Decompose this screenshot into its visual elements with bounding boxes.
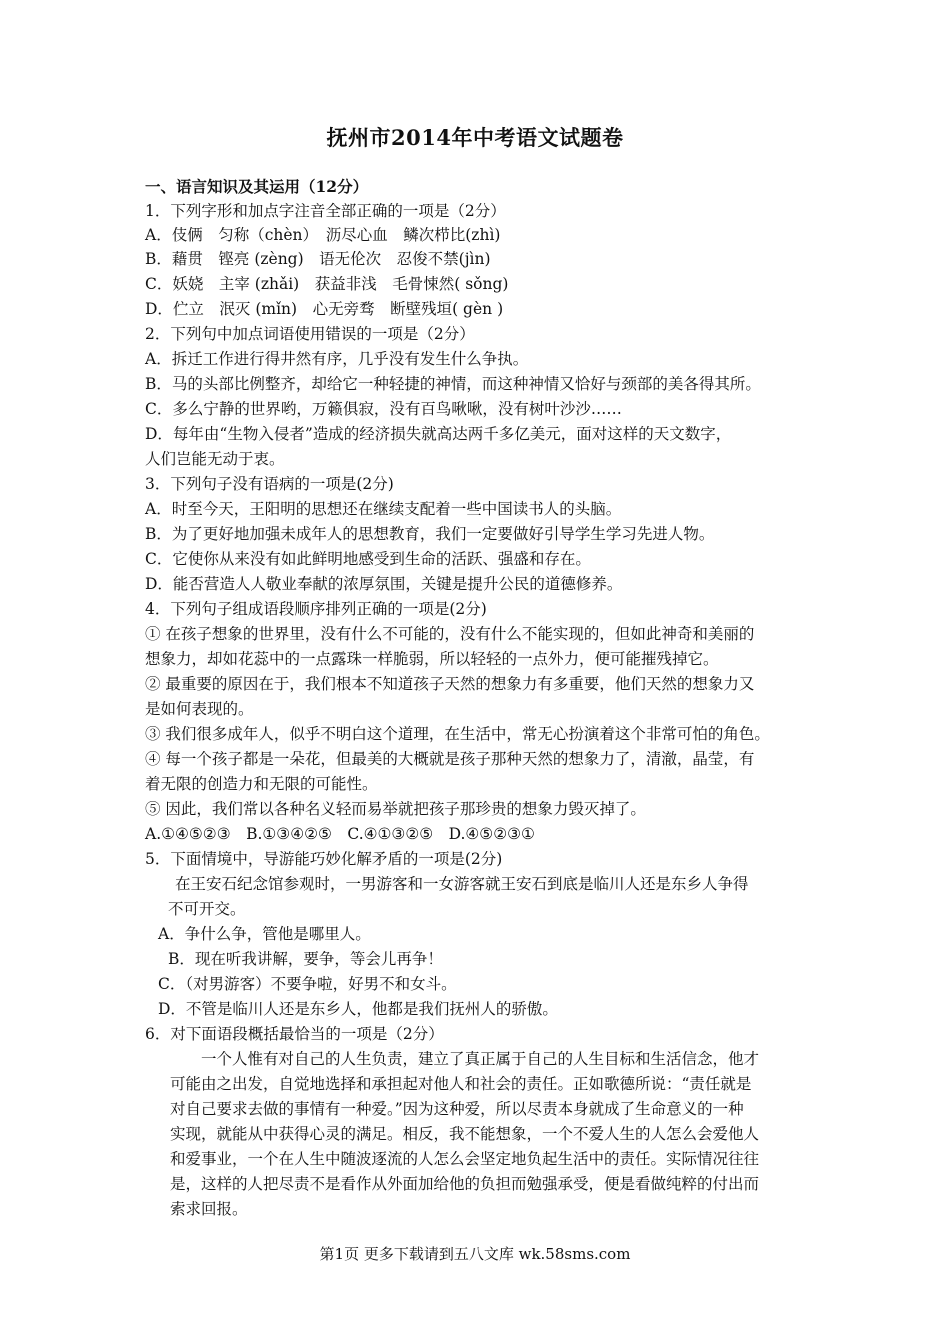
question-1-option-b: B．藉贯 铿亮 (zèng) 语无伦次 忍俊不禁(jìn) [145,250,491,268]
question-4-sentence-1: ① 在孩子想象的世界里，没有什么不可能的，没有什么不能实现的，但如此神奇和美丽的 [145,625,755,643]
question-4-sentence-5: ⑤ 因此，我们常以各种名义轻而易举就把孩子那珍贵的想象力毁灭掉了。 [145,800,646,818]
question-3-stem: 3．下列句子没有语病的一项是(2分) [145,475,394,493]
question-2-option-d-cont: 人们岂能无动于衷。 [145,450,285,468]
question-1-option-c: C．妖娆 主宰 (zhǎi) 获益非浅 毛骨悚然( sǒng) [145,275,509,293]
question-4-sentence-4-cont: 着无限的创造力和无限的可能性。 [145,775,378,793]
question-2-option-a: A．拆迁工作进行得井然有序，几乎没有发生什么争执。 [145,350,529,368]
question-6-passage-line: 一个人惟有对自己的人生负责，建立了真正属于自己的人生目标和生活信念，他才 [201,1050,760,1068]
question-4-sentence-2-cont: 是如何表现的。 [145,700,254,718]
question-3-option-b: B．为了更好地加强未成年人的思想教育，我们一定要做好引导学生学习先进人物。 [145,525,715,543]
question-5-option-c: C．（对男游客）不要争啦，好男不和女斗。 [158,975,457,993]
question-5-stem: 5．下面情境中，导游能巧妙化解矛盾的一项是(2分) [145,850,503,868]
question-6-passage-line: 可能由之出发，自觉地选择和承担起对他人和社会的责任。正如歌德所说：“责任就是 [170,1075,752,1093]
question-6-passage-line: 是，这样的人把尽责不是看作从外面加给他的负担而勉强承受，便是看做纯粹的付出而 [170,1175,760,1193]
question-5-passage-cont: 不可开交。 [168,900,246,918]
question-5-passage: 在王安石纪念馆参观时，一男游客和一女游客就王安石到底是临川人还是东乡人争得 [175,875,749,893]
question-1-option-a: A．伎俩 匀称（chèn） 沥尽心血 鳞次栉比(zhì) [145,226,501,244]
question-3-option-a: A．时至今天，王阳明的思想还在继续支配着一些中国读书人的头脑。 [145,500,622,518]
question-5-option-b: B．现在听我讲解，要争，等会儿再争！ [168,950,443,968]
section-heading: 一、语言知识及其运用（12分） [145,177,369,196]
question-4-sentence-2: ② 最重要的原因在于，我们根本不知道孩子天然的想象力有多重要，他们天然的想象力又 [145,675,755,693]
question-6-passage-line: 和爱事业，一个在人生中随波逐流的人怎么会坚定地负起生活中的责任。实际情况往往 [170,1150,760,1168]
question-4-options: A.①④⑤②③ B.①③④②⑤ C.④①③②⑤ D.④⑤②③① [145,825,535,843]
question-3-option-c: C．它使你从来没有如此鲜明地感受到生命的活跃、强盛和存在。 [145,550,591,568]
question-6-passage-line: 索求回报。 [170,1200,248,1218]
question-1-option-d: D．伫立 泯灭 (mǐn) 心无旁骛 断壁残垣( gèn ) [145,300,504,318]
question-3-option-d: D．能否营造人人敬业奉献的浓厚氛围，关键是提升公民的道德修养。 [145,575,623,593]
question-5-option-a: A．争什么争，管他是哪里人。 [158,925,371,943]
question-2-option-d: D．每年由“生物入侵者”造成的经济损失就高达两千多亿美元，面对这样的天文数字， [145,425,732,443]
question-6-passage-line: 实现，就能从中获得心灵的满足。相反，我不能想象，一个不爱人生的人怎么会爱他人 [170,1125,760,1143]
question-2-option-b: B．马的头部比例整齐，却给它一种轻捷的神情，而这种神情又恰好与颈部的美各得其所。 [145,375,761,393]
question-2-stem: 2．下列句中加点词语使用错误的一项是（2分） [145,325,475,343]
question-6-passage-line: 对自己要求去做的事情有一种爱。”因为这种爱，所以尽责本身就成了生命意义的一种 [170,1100,744,1118]
question-4-stem: 4．下列句子组成语段顺序排列正确的一项是(2分) [145,600,487,618]
question-2-option-c: C．多么宁静的世界哟，万籁俱寂，没有百鸟啾啾，没有树叶沙沙…… [145,400,622,418]
question-1-stem: 1．下列字形和加点字注音全部正确的一项是（2分） [145,202,506,220]
question-6-stem: 6．对下面语段概括最恰当的一项是（2分） [145,1025,444,1043]
question-5-option-d: D．不管是临川人还是东乡人，他都是我们抚州人的骄傲。 [158,1000,558,1018]
page-footer: 第1页 更多下载请到五八文库 wk.58sms.com [319,1245,631,1263]
question-4-sentence-1-cont: 想象力，却如花蕊中的一点露珠一样脆弱，所以轻轻的一点外力，便可能摧残掉它。 [145,650,719,668]
question-4-sentence-3: ③ 我们很多成年人，似乎不明白这个道理，在生活中，常无心扮演着这个非常可怕的角色。 [145,725,770,743]
page-title: 抚州市2014年中考语文试题卷 [326,125,624,150]
question-4-sentence-4: ④ 每一个孩子都是一朵花，但最美的大概就是孩子那种天然的想象力了，清澈，晶莹，有 [145,750,755,768]
